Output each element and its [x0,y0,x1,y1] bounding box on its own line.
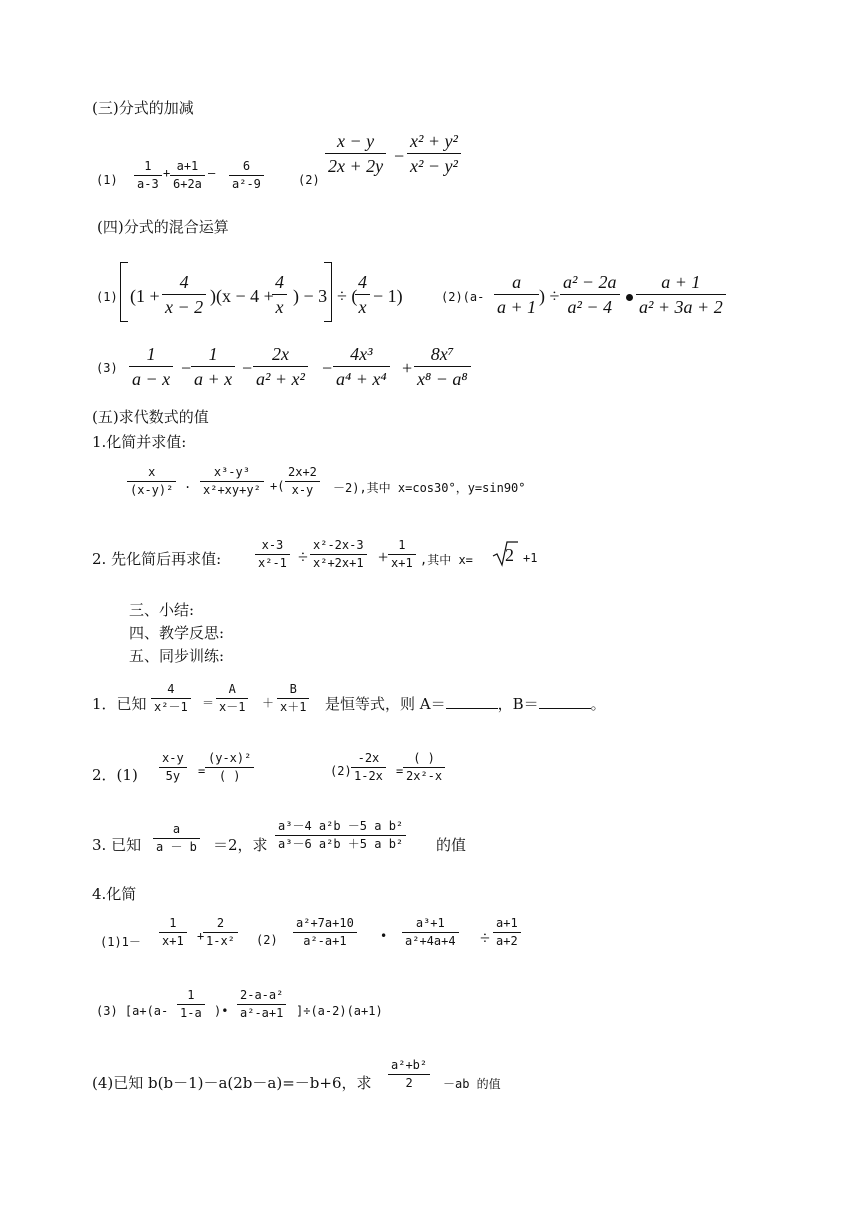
s5-q1-frac2 [200,466,264,498]
e1-tail-c: 。 [590,695,606,713]
denominator: a² + x² [256,368,305,389]
s4-p2-frac3 [636,272,726,317]
s3-p1-label: (1) [96,173,118,187]
s4-p1-frac3 [355,272,370,317]
e4-p4-label: (4)已知 b(b－1)－a(2b－a)=－b+6，求 [92,1074,372,1092]
minus-sign: − [322,358,333,378]
minus-sign: — [208,166,216,180]
denominator: x [275,296,284,317]
denominator: a-3 [137,176,159,191]
numerator: x³-y³ [200,466,264,482]
denominator: a + x [194,368,233,389]
denominator: a²-a+1 [303,933,347,948]
e4-p3-dot: )• [214,1004,229,1018]
e4-p4-tail: －ab 的值 [443,1077,501,1091]
s5-q2-frac1 [255,539,290,571]
numerator: 4 [272,272,287,295]
numerator: x²-2x-3 [310,539,367,555]
e4-p2-frac3 [493,917,521,949]
denominator: a² − 4 [567,296,613,317]
s4-p3-frac5 [414,344,471,389]
plus-sign: + [163,166,171,180]
denominator: x-y [291,482,314,497]
denominator: x+1 [391,555,413,570]
denominator: x² − y² [410,155,458,176]
denominator: x＋1 [280,699,307,714]
numerator: B [277,683,309,699]
denominator: x⁸ − a⁸ [417,368,468,389]
numerator: a²+7a+10 [293,917,357,933]
numerator: 4 [162,272,206,295]
e1-frac2 [216,683,248,715]
s3-p2-label: (2) [298,173,320,187]
s4-p1-text-b: )(x − 4 + [210,286,274,306]
numerator: 4 [355,272,370,295]
denominator: a²-9 [232,176,261,191]
s4-p2-frac2 [560,272,620,317]
denominator: a － b [156,839,197,854]
numerator: a³－4 a²b －5 a b² [275,820,406,836]
denominator: a²-a+1 [240,1005,284,1020]
s4-p3-frac4 [333,344,390,389]
s4-p3-label: (3) [96,361,118,375]
e1-frac1 [151,683,191,715]
denominator: 1-x² [206,933,235,948]
s4-p2-divide: ) ÷ [539,286,560,306]
e4-p3-label: (3) [a+(a- [96,1004,169,1018]
s3-p2-frac2 [407,131,461,176]
numerator: 4x³ [333,344,390,367]
e3-tail: 的值 [436,836,467,854]
denominator: x²+xy+y² [203,482,261,497]
multiply-dot: • [380,929,388,943]
e1-frac3 [277,683,309,715]
numerator: 1 [159,917,187,933]
e4-p2-frac2 [402,917,459,949]
e1-tail [325,693,606,714]
s4-p1-text-e: − 1) [373,286,403,306]
right-bracket [324,262,332,322]
denominator: a+2 [496,933,518,948]
equals-sign: ＝ [202,696,215,710]
minus-sign: − [394,146,405,166]
numerator: a + 1 [636,272,726,295]
e4-p1-label: (1)1－ [100,935,141,949]
numerator: 2x+2 [285,466,320,482]
numerator: 1 [388,539,416,555]
s5-q1-frac3 [285,466,320,498]
numerator: 1 [177,989,205,1005]
numerator: 6 [229,160,264,176]
s5-q1-frac1 [127,466,176,498]
e1-tail-a: 是恒等式，则 A＝ [325,695,446,713]
answer-blank-a[interactable] [446,694,498,709]
numerator: x-y [159,752,187,768]
s5-q2-title: 2. 先化简后再求值: [92,550,222,568]
e4-title: 4.化简 [92,885,137,903]
denominator: (x-y)² [130,482,174,497]
plus-sign: + [197,929,205,943]
numerator: 4 [151,683,191,699]
e2-frac3 [351,752,386,784]
numerator: A [216,683,248,699]
numerator: x [127,466,176,482]
denominator: a² + 3a + 2 [639,296,723,317]
denominator: a + 1 [497,296,537,317]
divide-sign: ÷ [480,928,490,948]
s5-q1-tail: －2),其中 x=cos30°，y=sin90° [333,481,526,495]
denominator: 2 [405,1075,413,1090]
e4-p1-frac2 [203,917,238,949]
plus-sign: + [378,547,389,567]
s4-p3-frac3 [253,344,308,389]
s4-p1-text-d: ÷ ( [337,286,358,306]
denominator: a³－6 a²b ＋5 a b² [278,836,404,851]
plus-paren: +( [270,479,285,493]
equals-sign: = [396,764,404,778]
denominator: 1-a [180,1005,202,1020]
e2-frac4 [403,752,445,784]
s4-p3-frac2 [191,344,235,389]
numerator: 1 [129,344,173,367]
plus-sign: ＋ [262,696,275,710]
denominator: x²-1 [258,555,287,570]
numerator: a [494,272,539,295]
numerator: 2-a-a² [237,989,286,1005]
numerator: a [153,823,200,839]
numerator: a² − 2a [560,272,620,295]
denominator: x²+2x+1 [313,555,364,570]
denominator: a⁴ + x⁴ [336,368,387,389]
e2-frac2 [205,752,254,784]
s5-q2-frac2 [310,539,367,571]
s5-q2-tail: ,其中 x= [420,553,473,567]
s3-p2-frac1 [325,131,386,176]
section4-title: (四)分式的混合运算 [97,218,229,236]
e3-label: 3. 已知 [92,836,142,854]
denominator: x+1 [162,933,184,948]
e1-tail-b: ，B＝ [497,695,539,713]
outline-reflection: 四、教学反思: [129,624,225,642]
e3-frac1 [153,823,200,855]
denominator: 6+2a [173,176,202,191]
s5-q2-frac3 [388,539,416,571]
numerator: x² + y² [407,131,461,154]
numerator: -2x [351,752,386,768]
denominator: a − x [132,368,171,389]
s4-p1-label: (1) [96,290,118,304]
s4-p3-frac1 [129,344,173,389]
e3-mid: ＝2，求 [213,836,268,854]
divide-sign: ÷ [298,547,308,567]
numerator: a+1 [493,917,521,933]
s3-p1-frac1 [134,160,162,192]
denominator: 2x + 2y [328,155,384,176]
e2-label: 2．(1) [92,766,138,784]
s5-q1-title: 1.化简并求值: [92,433,187,451]
s3-p1-frac3 [229,160,264,192]
s3-p1-frac2 [170,160,205,192]
e4-p3-tail: ]÷(a-2)(a+1) [296,1004,383,1018]
e4-p2-frac1 [293,917,357,949]
outline-summary: 三、小结: [129,601,195,619]
s4-p2-label: (2)(a- [441,290,485,304]
numerator: ( ) [403,752,445,768]
equals-sign: = [198,764,206,778]
numerator: 8x⁷ [414,344,471,367]
e3-frac2 [275,820,406,852]
denominator: a²+4a+4 [405,933,456,948]
numerator: 1 [191,344,235,367]
e4-p2-label: (2) [256,933,278,947]
section3-title: (三)分式的加减 [92,99,194,117]
denominator: x²－1 [154,699,188,714]
numerator: a³+1 [402,917,459,933]
denominator: 2x²-x [406,768,443,783]
numerator: 2x [253,344,308,367]
denominator: x－1 [219,699,246,714]
denominator: ( ) [218,768,241,783]
numerator: x − y [325,131,386,154]
numerator: a²+b² [388,1059,430,1075]
e2-frac1 [159,752,187,784]
outline-training: 五、同步训练: [129,647,225,665]
e4-p3-frac1 [177,989,205,1021]
e4-p3-frac2 [237,989,286,1021]
denominator: x [358,296,367,317]
numerator: x-3 [255,539,290,555]
s4-p1-frac1 [162,272,206,317]
e2-part2-label: (2) [330,764,352,778]
minus-sign: − [181,358,192,378]
numerator: 2 [203,917,238,933]
denominator: 5y [165,768,181,783]
s4-p1-frac2 [272,272,287,317]
denominator: x − 2 [165,296,204,317]
numerator: 1 [134,160,162,176]
multiply-dot: . [184,477,192,491]
s5-q2-root-value: 2 [505,545,514,565]
s4-p1-text-c: ) − 3 [293,286,328,306]
minus-sign: − [242,358,253,378]
numerator: a+1 [170,160,205,176]
e4-p4-frac1 [388,1059,430,1091]
section5-title: (五)求代数式的值 [92,408,209,426]
e4-p1-frac1 [159,917,187,949]
numerator: (y-x)² [205,752,254,768]
denominator: 1-2x [354,768,383,783]
answer-blank-b[interactable] [539,694,591,709]
left-bracket [120,262,128,322]
s5-q2-end: +1 [523,551,538,565]
multiply-dot [626,294,633,301]
s4-p2-frac1 [494,272,539,317]
s4-p1-text-a: (1 + [130,286,160,306]
e1-label: 1．已知 [92,695,147,713]
plus-sign: + [402,358,413,378]
